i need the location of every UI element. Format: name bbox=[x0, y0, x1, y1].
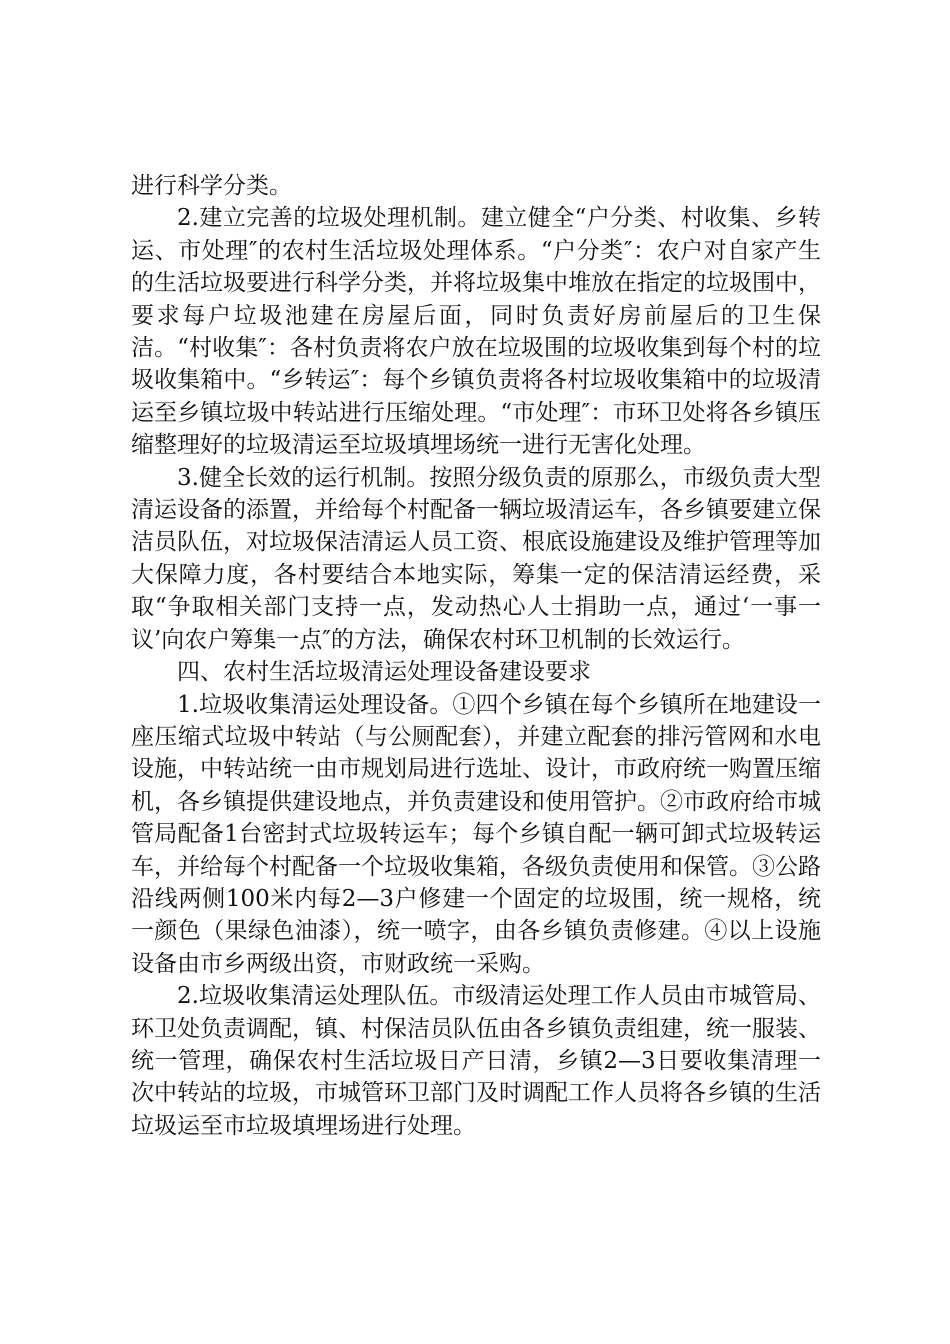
document-body bbox=[131, 170, 821, 1142]
paragraph-item-2-team: 2.垃圾收集清运处理队伍。市级清运处理工作人员由市城管局、环卫处负责调配，镇、村保洁员队伍由各乡镇负责组建，统一服装、统一管理，确保农村生活垃圾日产日清，乡镇2—3日要收集清理一次中转站的垃圾，市城管环卫部门及时调配工作人员将各乡镇的生活垃圾运至市垃圾填埋场进行处理。 bbox=[131, 983, 821, 1139]
paragraph-item-2-mechanism: 2.建立完善的垃圾处理机制。建立健全“户分类、村收集、乡转运、市处理″的农村生活垃圾处理体系。“户分类″：农户对自家产生的生活垃圾要进行科学分类，并将垃圾集中堆放在指定的垃圾围中，要求每户垃圾池建在房屋后面，同时负责好房前屋后的卫生保洁。“村收集″：各村负责将农户放在垃圾围的垃圾收集到每个村的垃圾收集箱中。“乡转运″：每个乡镇负责将各村垃圾收集箱中的垃圾清运至乡镇垃圾中转站进行压缩处理。“市处理″：市环卫处将各乡镇压缩整理好的垃圾清运至垃圾填埋场统一进行无害化处理。 bbox=[131, 205, 821, 459]
paragraph-item-3-long-term: 3.健全长效的运行机制。按照分级负责的原那么，市级负责大型清运设备的添置，并给每个村配备一辆垃圾清运车，各乡镇要建立保洁员队伍，对垃圾保洁清运人员工资、根底设施建设及维护管理等加大保障力度，各村要结合本地实际，筹集一定的保洁清运经费，采取“争取相关部门支持一点，发动热心人士捐助一点，通过‘一事一议’向农户筹集一点″的方法，确保农村环卫机制的长效运行。 bbox=[131, 464, 821, 653]
paragraph-continuation: 进行科学分类。 bbox=[131, 173, 292, 199]
section-heading-4: 四、农村生活垃圾清运处理设备建设要求 bbox=[177, 659, 591, 686]
paragraph-item-1-equipment: 1.垃圾收集清运处理设备。①四个乡镇在每个乡镇所在地建设一座压缩式垃圾中转站（与公厕配套），并建立配套的排污管网和水电设施，中转站统一由市规划局进行选址、设计，市政府统一购置压缩机，各乡镇提供建设地点，并负责建设和使用管护。②市政府给市城管局配备1台密封式垃圾转运车；每个乡镇自配一辆可卸式垃圾转运车，并给每个村配备一个垃圾收集箱，各级负责使用和保管。③公路沿线两侧100米内每2—3户修建一个固定的垃圾围，统一规格，统一颜色（果绿色油漆），统一喷字，由各乡镇负责修建。④以上设施设备由市乡两级出资，市财政统一采购。 bbox=[131, 691, 821, 977]
